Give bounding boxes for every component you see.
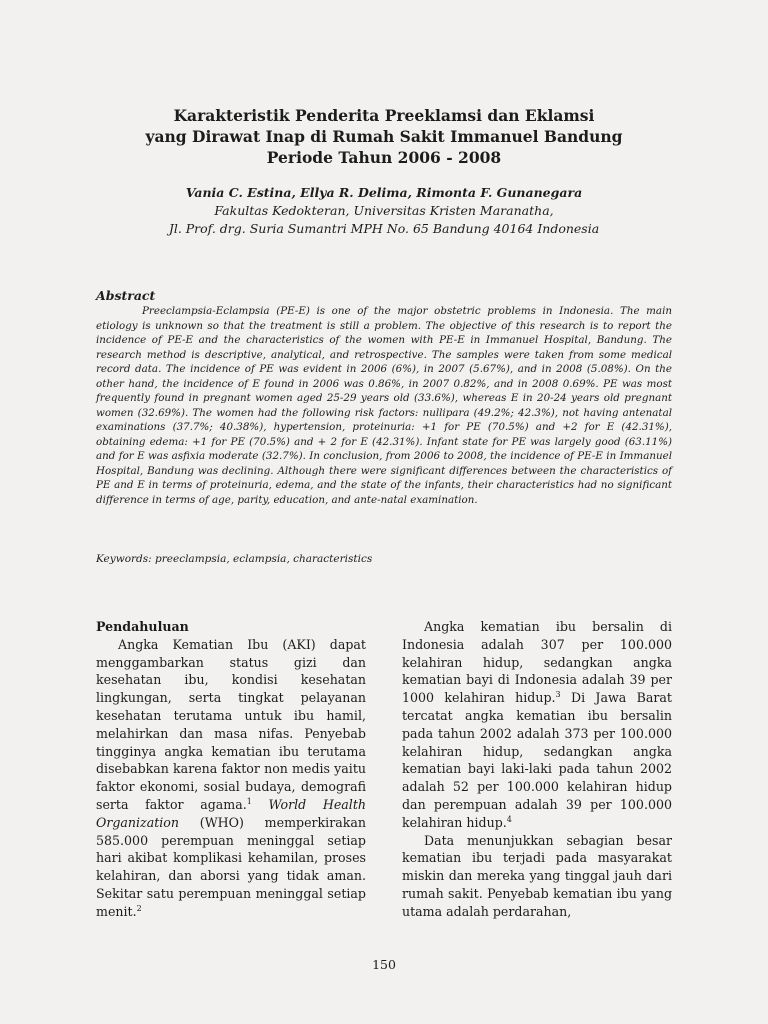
paragraph-text: Angka Kematian Ibu (AKI) dapat menggambarkan status gizi dan kesehatan ibu, kondisi kesehatan lingkungan, serta tingkat pelayanan kesehatan terutama untuk ibu hamil, melahirkan dan masa nifas. Penyebab tingginya angka kematian ibu terutama disebabkan karena faktor non medis yaitu faktor ekonomi, sosial budaya, demografi serta faktor agama. — [96, 636, 366, 812]
title-line-3: Periode Tahun 2006 - 2008 — [266, 148, 502, 167]
right-column — [402, 618, 672, 921]
paragraph-text: Di Jawa Barat tercatat angka kematian ibu bersalin pada tahun 2002 adalah 373 per 100.000 kelahiran hidup, sedangkan angka kematian bayi laki-laki pada tahun 2002 adalah 52 per 100.000 kelahiran hidup dan perempuan adalah 39 per 100.000 kelahiran hidup. — [402, 690, 672, 830]
section-heading-pendahuluan: Pendahuluan — [96, 619, 189, 634]
author-block — [90, 184, 678, 238]
left-column — [96, 618, 366, 921]
abstract-heading: Abstract — [96, 288, 156, 303]
citation-ref: 4 — [506, 814, 512, 824]
keywords: Keywords: preeclampsia, eclampsia, characteristics — [96, 553, 373, 565]
abstract-text: Preeclampsia-Eclampsia (PE-E) is one of the major obstetric problems in Indonesia. The main etiology is unknown so that the treatment is still a problem. The objective of this research is to report the incidence of PE-E and the characteristics of the women with PE-E in Immanuel Hospital, Bandung. The research method is descriptive, analytical, and retrospective. The samples were taken from some medical record data. The incidence of PE was evident in 2006 (6%), in 2007 (5.67%), and in 2008 (5.08%). On the other hand, the incidence of E found in 2006 was 0.86%, in 2007 0.82%, and in 2008 0.69%. PE was most frequently found in pregnant women aged 25-29 years old (33.6%), whereas E in 20-24 years old pregnant women (32.69%). The women had the following risk factors: nullipara (49.2%; 42.3%), not having antenatal examinations (37.7%; 40.38%), hypertension, proteinuria: +1 for PE (70.5%) and +2 for E (42.31%), obtaining edema: +1 for PE (70.5%) and + 2 for E (42.31%). Infant state for PE was largely good (63.11%) and for E was asfixia moderate (32.7%). In conclusion, from 2006 to 2008, the incidence of PE-E in Immanuel Hospital, Bandung was declining. Although there were significant differences between the characteristics of PE and E in terms of proteinuria, edema, and the state of the infants, their characteristics had no significant difference in terms of age, parity, education, and ante-natal examination. — [96, 305, 672, 506]
paragraph-causes: Data menunjukkan sebagian besar kematian ibu terjadi pada masyarakat miskin dan mereka yang tinggal jauh dari rumah sakit. Penyebab kematian ibu yang utama adalah perdarahan, — [402, 832, 672, 919]
italic-term: World Health Organization — [96, 796, 366, 830]
author-names: Vania C. Estina, Ellya R. Delima, Rimonta F. Gunanegara — [185, 185, 583, 200]
page-number: 150 — [372, 957, 396, 972]
title-line-2: yang Dirawat Inap di Rumah Sakit Immanuel Bandung — [145, 127, 623, 146]
citation-ref: 3 — [555, 690, 561, 699]
citation-ref: 1 — [246, 796, 252, 806]
paragraph-text: Angka kematian ibu bersalin di Indonesia adalah 307 per 100.000 kelahiran hidup, sedangkan angka kematian bayi di Indonesia adalah 39 per 1000 kelahiran hidup. — [402, 619, 672, 706]
paragraph-mortality — [402, 618, 672, 832]
paper-title — [90, 105, 678, 168]
paragraph-text: (WHO) memperkirakan 585.000 perempuan meninggal setiap hari akibat komplikasi kehamilan, proses kelahiran, dan aborsi yang tidak aman. Sekitar satu perempuan meninggal setiap menit. — [96, 814, 366, 919]
title-line-1: Karakteristik Penderita Preeklamsi dan Eklamsi — [173, 106, 595, 125]
author-address: Jl. Prof. drg. Suria Sumantri MPH No. 65 Bandung 40164 Indonesia — [168, 221, 600, 236]
author-affiliation: Fakultas Kedokteran, Universitas Kristen Maranatha, — [214, 203, 554, 218]
paragraph-intro — [96, 636, 366, 921]
citation-ref: 2 — [136, 903, 142, 913]
